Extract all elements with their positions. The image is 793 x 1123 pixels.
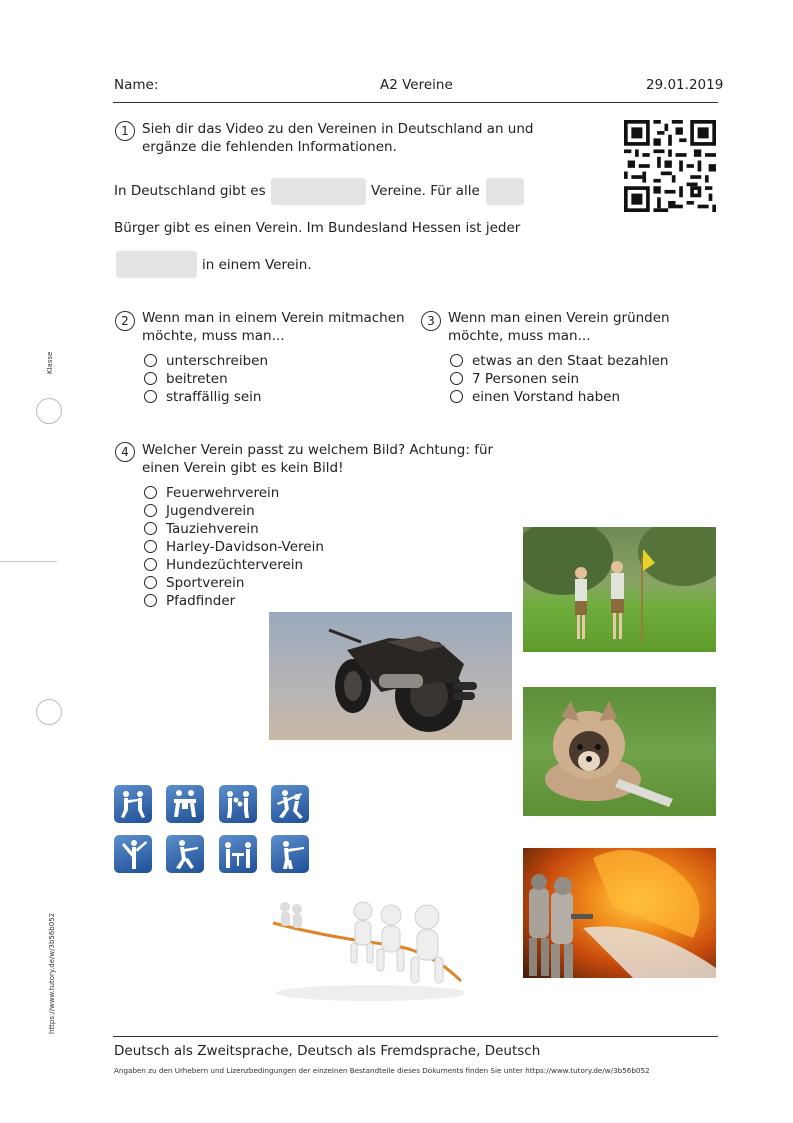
radio-icon[interactable] bbox=[144, 486, 157, 499]
photo-firefighters bbox=[523, 848, 716, 978]
radio-icon[interactable] bbox=[144, 576, 157, 589]
punch-hole-bottom bbox=[36, 699, 62, 725]
sport-icon-fencing bbox=[166, 835, 204, 873]
q4-option-pfadfinder[interactable]: Pfadfinder bbox=[144, 592, 235, 608]
question-4-number: 4 bbox=[115, 442, 135, 462]
question-1-text-line2: ergänze die fehlenden Informationen. bbox=[142, 139, 397, 155]
q2-option-beitreten[interactable]: beitreten bbox=[144, 370, 228, 388]
q3-option-staat[interactable]: etwas an den Staat bezahlen bbox=[450, 352, 668, 370]
q4-option-tauzieh[interactable]: Tauziehverein bbox=[144, 520, 259, 538]
name-label: Name: bbox=[114, 77, 159, 93]
illustration-tug-of-war bbox=[271, 893, 464, 1004]
radio-icon[interactable] bbox=[144, 504, 157, 517]
question-4-text-line1: Welcher Verein passt zu welchem Bild? Achtung: für bbox=[142, 442, 494, 458]
sport-icon-taekwondo bbox=[114, 835, 152, 873]
sport-icon-boxing bbox=[219, 785, 257, 823]
photo-scouts bbox=[523, 527, 716, 652]
cloze-line1-part-a: In Deutschland gibt es bbox=[114, 183, 266, 199]
q4-option-harley[interactable]: Harley-Davidson-Verein bbox=[144, 538, 324, 556]
q2-option-unterschreiben[interactable]: unterschreiben bbox=[144, 352, 268, 370]
radio-icon[interactable] bbox=[144, 522, 157, 535]
fold-mark bbox=[0, 561, 57, 562]
cloze-line1-part-b: Vereine. Für alle bbox=[371, 183, 480, 199]
sport-icon-shooting bbox=[271, 835, 309, 873]
radio-icon[interactable] bbox=[144, 540, 157, 553]
radio-icon[interactable] bbox=[144, 354, 157, 367]
photo-motorcycle bbox=[269, 612, 512, 740]
side-label-klasse: Klasse bbox=[46, 351, 54, 374]
gap-citizens[interactable] bbox=[486, 178, 524, 205]
question-3-number: 3 bbox=[421, 311, 441, 331]
cloze-line3: in einem Verein. bbox=[202, 257, 312, 273]
question-3-text-line2: möchte, muss man... bbox=[448, 328, 591, 344]
worksheet-title: A2 Vereine bbox=[380, 77, 453, 93]
q4-options-list bbox=[144, 484, 364, 608]
q4-option-sport[interactable]: Sportverein bbox=[144, 574, 244, 592]
photo-puppy bbox=[523, 687, 716, 816]
radio-icon[interactable] bbox=[450, 390, 463, 403]
q3-option-personen[interactable]: 7 Personen sein bbox=[450, 370, 579, 388]
punch-hole-top bbox=[36, 398, 62, 424]
radio-icon[interactable] bbox=[450, 354, 463, 367]
question-4-text-line2: einen Verein gibt es kein Bild! bbox=[142, 460, 344, 476]
q4-option-feuerwehr[interactable]: Feuerwehrverein bbox=[144, 484, 279, 502]
radio-icon[interactable] bbox=[144, 558, 157, 571]
question-3-text-line1: Wenn man einen Verein gründen bbox=[448, 310, 670, 326]
q4-option-hundezuechter[interactable]: Hundezüchterverein bbox=[144, 556, 303, 574]
question-2-number: 2 bbox=[115, 311, 135, 331]
footer-subjects: Deutsch als Zweitsprache, Deutsch als Fremdsprache, Deutsch bbox=[114, 1043, 541, 1059]
sport-icon-table-game bbox=[219, 835, 257, 873]
cloze-line2: Bürger gibt es einen Verein. Im Bundesland Hessen ist jeder bbox=[114, 220, 521, 236]
question-1-text-line1: Sieh dir das Video zu den Vereinen in Deutschland an und bbox=[142, 121, 534, 137]
question-2-text-line2: möchte, muss man... bbox=[142, 328, 285, 344]
sport-icon-dance bbox=[271, 785, 309, 823]
footer-rule bbox=[113, 1036, 718, 1037]
q4-option-jugend[interactable]: Jugendverein bbox=[144, 502, 255, 520]
side-url: https://www.tutory.de/w/3b56b052 bbox=[48, 912, 56, 1034]
gap-hessen-ratio[interactable] bbox=[116, 251, 197, 278]
radio-icon[interactable] bbox=[144, 372, 157, 385]
footer-license: Angaben zu den Urhebern und Lizenzbedingungen der einzelnen Bestandteile dieses Dokuments finden Sie unter https://www.tutory.de/w/3b56b052 bbox=[114, 1066, 650, 1075]
sport-icon-wrestling bbox=[166, 785, 204, 823]
header-rule bbox=[113, 102, 718, 103]
question-2-text-line1: Wenn man in einem Verein mitmachen bbox=[142, 310, 405, 326]
q3-option-vorstand[interactable]: einen Vorstand haben bbox=[450, 388, 620, 406]
worksheet-date: 29.01.2019 bbox=[646, 77, 724, 93]
qr-code bbox=[624, 120, 716, 212]
radio-icon[interactable] bbox=[144, 594, 157, 607]
gap-number-of-clubs[interactable] bbox=[271, 178, 366, 205]
sport-icon-karate bbox=[114, 785, 152, 823]
question-1-number: 1 bbox=[115, 121, 135, 141]
q2-option-straffaellig[interactable]: straffällig sein bbox=[144, 388, 261, 406]
radio-icon[interactable] bbox=[450, 372, 463, 385]
radio-icon[interactable] bbox=[144, 390, 157, 403]
